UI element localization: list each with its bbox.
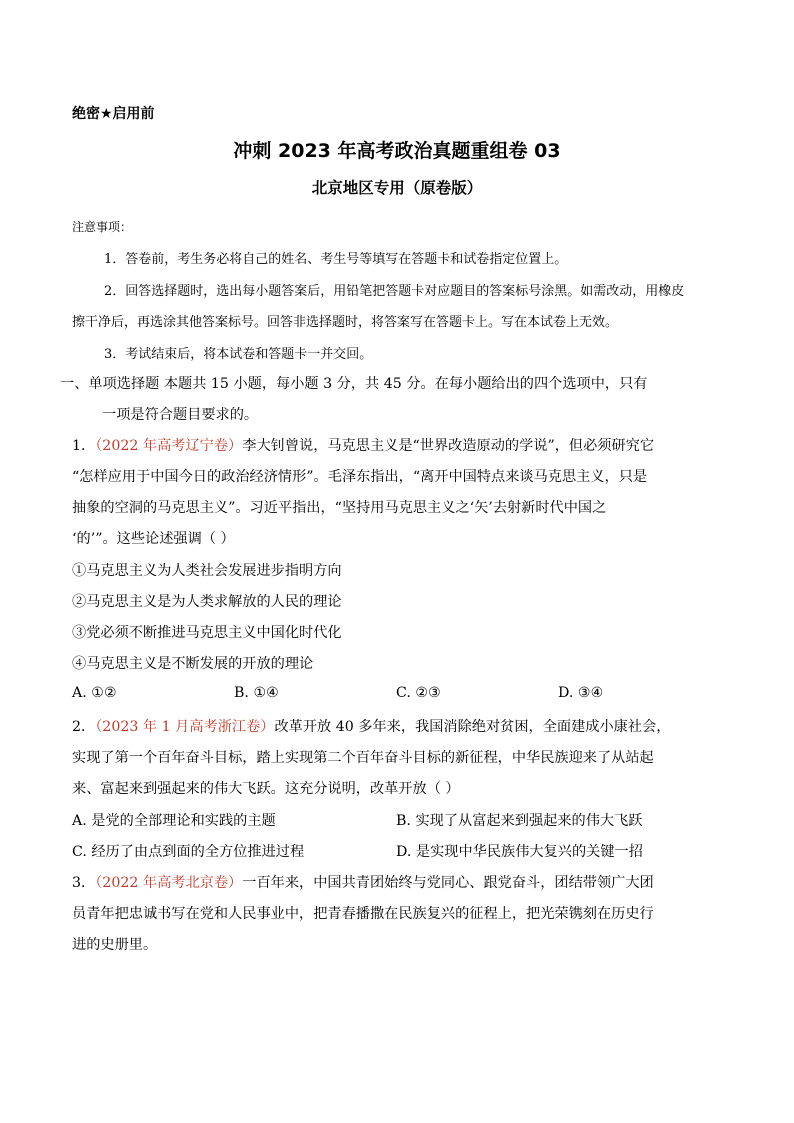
section-heading-line-2: 一项是符合题目要求的。 xyxy=(102,407,259,423)
question-text: 李大钊曾说，马克思主义是“世界改造原动的学说”，但必须研究它 xyxy=(242,438,655,454)
question-1-option-a[interactable]: A. ①② xyxy=(72,685,117,701)
question-2-line-2: 实现了第一个百年奋斗目标，踏上实现第二个百年奋斗目标的新征程，中华民族迎来了从站起 xyxy=(72,750,654,766)
question-2-line-3: 来、富起来到强起来的伟大飞跃。这充分说明，改革开放（ ） xyxy=(72,781,460,797)
question-source: （2022 年高考北京卷） xyxy=(95,875,243,891)
notice-item-2-line-1: 2．回答选择题时，选出每小题答案后，用铅笔把答题卡对应题目的答案标号涂黑。如需改动，用橡皮 xyxy=(104,284,685,299)
question-3-line-1 xyxy=(72,872,732,892)
question-2-option-b[interactable]: B. 实现了从富起来到强起来的伟大飞跃 xyxy=(396,813,643,829)
question-1-line-4: ‘的’”。这些论述强调（ ） xyxy=(72,531,235,547)
question-text: 一百年来，中国共青团始终与党同心、跟党奋斗，团结带领广大团 xyxy=(242,875,654,891)
question-number: 3． xyxy=(72,875,96,891)
question-1-statement-2: ②马克思主义是为人类求解放的人民的理论 xyxy=(72,594,342,610)
question-2-line-1 xyxy=(72,716,732,736)
question-1-option-c[interactable]: C. ②③ xyxy=(396,685,441,701)
notice-item-1: 1．答卷前，考生务必将自己的姓名、考生号等填写在答题卡和试卷指定位置上。 xyxy=(104,252,568,267)
question-1-statement-1: ①马克思主义为人类社会发展进步指明方向 xyxy=(72,563,342,579)
question-source: （2022 年高考辽宁卷） xyxy=(95,438,243,454)
question-1-statement-3: ③党必须不断推进马克思主义中国化时代化 xyxy=(72,625,342,641)
notice-item-2-line-2: 擦干净后，再选涂其他答案标号。回答非选择题时，将答案写在答题卡上。写在本试卷上无效。 xyxy=(72,315,619,330)
question-text: 改革开放 40 多年来，我国消除绝对贫困，全面建成小康社会， xyxy=(274,719,671,735)
section-heading-line-1: 一、单项选择题 本题共 15 小题，每小题 3 分，共 45 分。在每小题给出的四个选项中，只有 xyxy=(60,376,648,392)
question-1-line-2: “怎样应用于中国今日的政治经济情形”。毛泽东指出，“离开中国特点来谈马克思主义，只是 xyxy=(72,469,648,485)
notice-heading: 注意事项： xyxy=(72,220,133,234)
page-title: 冲刺 2023 年高考政治真题重组卷 03 xyxy=(233,140,561,162)
question-2-option-d[interactable]: D. 是实现中华民族伟大复兴的关键一招 xyxy=(396,844,643,860)
question-number: 1． xyxy=(72,438,96,454)
notice-item-3: 3．考试结束后，将本试卷和答题卡一并交回。 xyxy=(104,347,373,362)
question-number: 2． xyxy=(72,719,96,735)
question-3-line-2: 员青年把忠诚书写在党和人民事业中，把青春播撒在民族复兴的征程上，把光荣镌刻在历史行 xyxy=(72,906,654,922)
secret-label: 绝密★启用前 xyxy=(72,106,155,122)
question-3-line-3: 进的史册里。 xyxy=(72,937,158,953)
question-1-statement-4: ④马克思主义是不断发展的开放的理论 xyxy=(72,656,314,672)
question-1-line-3: 抽象的空洞的马克思主义”。习近平指出，“坚持用马克思主义之‘矢’去射新时代中国之 xyxy=(72,500,607,516)
question-1-option-b[interactable]: B. ①④ xyxy=(234,685,279,701)
page-subtitle: 北京地区专用（原卷版） xyxy=(311,179,483,197)
question-1-line-1 xyxy=(72,435,732,455)
question-source: （2023 年 1 月高考浙江卷） xyxy=(95,719,275,735)
question-2-option-c[interactable]: C. 经历了由点到面的全方位推进过程 xyxy=(72,844,305,860)
question-1-option-d[interactable]: D. ③④ xyxy=(558,685,604,701)
question-2-option-a[interactable]: A. 是党的全部理论和实践的主题 xyxy=(72,813,276,829)
